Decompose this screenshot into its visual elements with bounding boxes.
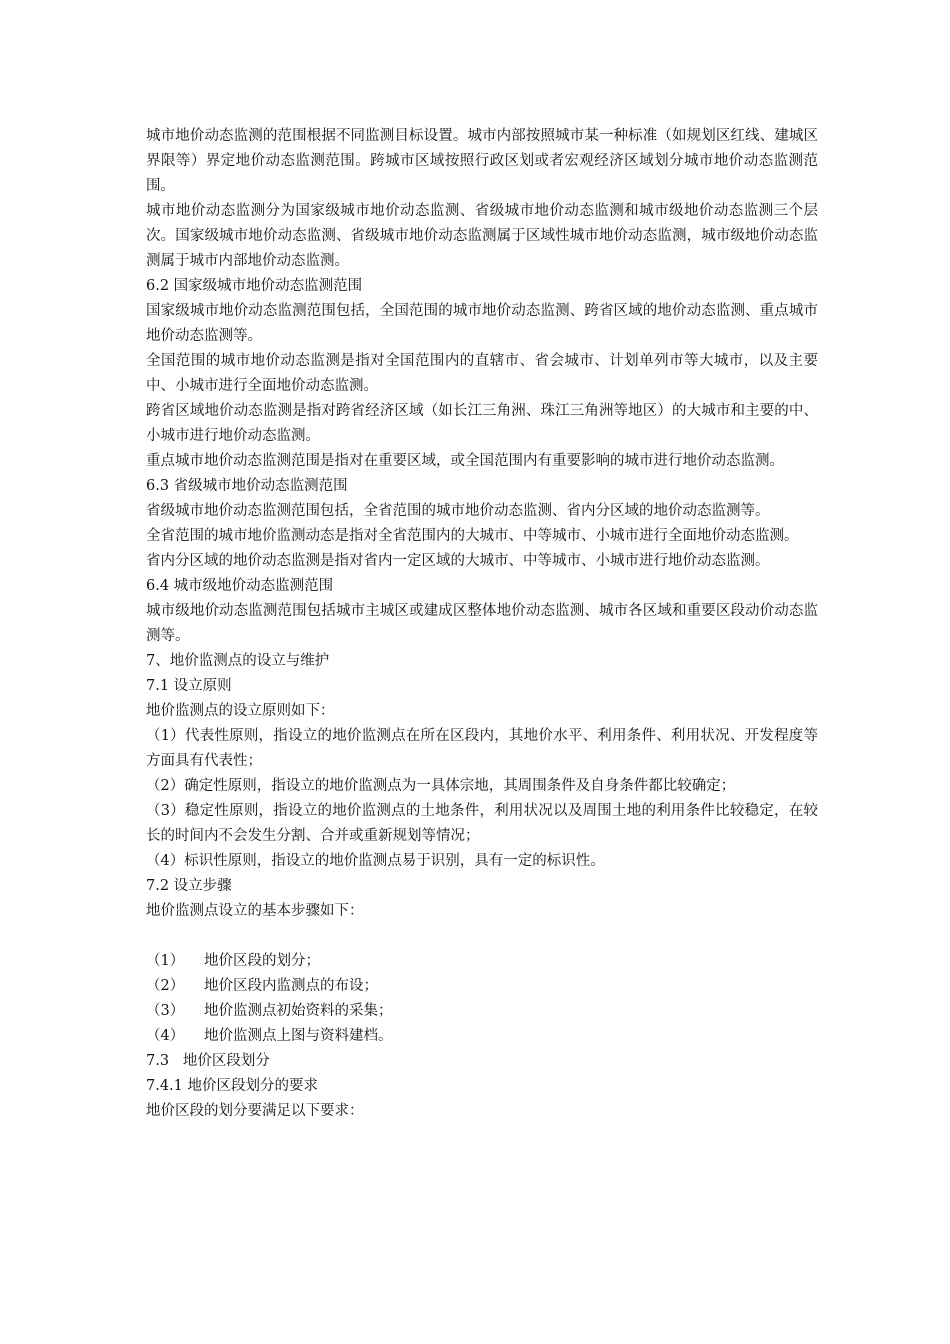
step-text: 地价监测点上图与资料建档。 xyxy=(204,1028,393,1044)
paragraph: 国家级城市地价动态监测范围包括，全国范围的城市地价动态监测、跨省区域的地价动态监测、重点城市地价动态监测等。 xyxy=(146,303,818,344)
principle-item: （3）稳定性原则，指设立的地价监测点的土地条件，利用状况以及周围土地的利用条件比较稳定，在较长的时间内不会发生分割、合并或重新规划等情况； xyxy=(146,803,818,844)
step-item xyxy=(146,999,818,1024)
paragraph: 省内分区域的地价动态监测是指对省内一定区域的大城市、中等城市、小城市进行地价动态监测。 xyxy=(146,553,770,569)
principle-item: （2）确定性原则，指设立的地价监测点为一具体宗地，其周围条件及自身条件都比较确定； xyxy=(146,778,736,794)
step-text: 地价监测点初始资料的采集； xyxy=(204,1003,393,1019)
paragraph: 地价监测点的设立原则如下： xyxy=(146,703,335,719)
principle-item: （1）代表性原则，指设立的地价监测点在所在区段内，其地价水平、利用条件、利用状况、开发程度等方面具有代表性； xyxy=(146,728,818,769)
paragraph: 地价监测点设立的基本步骤如下： xyxy=(146,903,364,919)
section-heading-7-1: 7.1 设立原则 xyxy=(146,678,232,694)
section-heading-6-4: 6.4 城市级地价动态监测范围 xyxy=(146,578,334,594)
paragraph: 省级城市地价动态监测范围包括，全省范围的城市地价动态监测、省内分区域的地价动态监测等。 xyxy=(146,503,770,519)
step-number: （4） xyxy=(146,1028,185,1044)
paragraph: 城市级地价动态监测范围包括城市主城区或建成区整体地价动态监测、城市各区域和重要区段动价动态监测等。 xyxy=(146,603,818,644)
blank-line xyxy=(146,924,818,949)
step-item xyxy=(146,949,818,974)
step-item xyxy=(146,974,818,999)
principle-item: （4）标识性原则，指设立的地价监测点易于识别，具有一定的标识性。 xyxy=(146,853,605,869)
step-text: 地价区段内监测点的布设； xyxy=(204,978,378,994)
section-heading-7-4-1: 7.4.1 地价区段划分的要求 xyxy=(146,1078,319,1094)
section-heading-7-3: 7.3 地价区段划分 xyxy=(146,1053,270,1069)
section-heading-7: 7、地价监测点的设立与维护 xyxy=(146,653,330,669)
paragraph: 重点城市地价动态监测范围是指对在重要区域，或全国范围内有重要影响的城市进行地价动态监测。 xyxy=(146,453,784,469)
paragraph: 地价区段的划分要满足以下要求： xyxy=(146,1103,364,1119)
step-number: （1） xyxy=(146,953,185,969)
section-heading-6-2: 6.2 国家级城市地价动态监测范围 xyxy=(146,278,363,294)
step-item xyxy=(146,1024,818,1049)
section-heading-6-3: 6.3 省级城市地价动态监测范围 xyxy=(146,478,348,494)
paragraph: 城市地价动态监测的范围根据不同监测目标设置。城市内部按照城市某一种标准（如规划区红线、建城区界限等）界定地价动态监测范围。跨城市区域按照行政区划或者宏观经济区域划分城市地价动态监测范围。 xyxy=(146,128,818,194)
section-heading-7-2: 7.2 设立步骤 xyxy=(146,878,232,894)
paragraph: 全省范围的城市地价监测动态是指对全省范围内的大城市、中等城市、小城市进行全面地价动态监测。 xyxy=(146,528,799,544)
paragraph: 全国范围的城市地价动态监测是指对全国范围内的直辖市、省会城市、计划单列市等大城市，以及主要中、小城市进行全面地价动态监测。 xyxy=(146,353,818,394)
paragraph: 跨省区域地价动态监测是指对跨省经济区域（如长江三角洲、珠江三角洲等地区）的大城市和主要的中、小城市进行地价动态监测。 xyxy=(146,403,818,444)
step-number: （3） xyxy=(146,1003,185,1019)
step-number: （2） xyxy=(146,978,185,994)
step-text: 地价区段的划分； xyxy=(204,953,320,969)
paragraph: 城市地价动态监测分为国家级城市地价动态监测、省级城市地价动态监测和城市级地价动态监测三个层次。国家级城市地价动态监测、省级城市地价动态监测属于区域性城市地价动态监测，城市级地价动态监测属于城市内部地价动态监测。 xyxy=(146,203,818,269)
document-body xyxy=(146,124,818,1124)
